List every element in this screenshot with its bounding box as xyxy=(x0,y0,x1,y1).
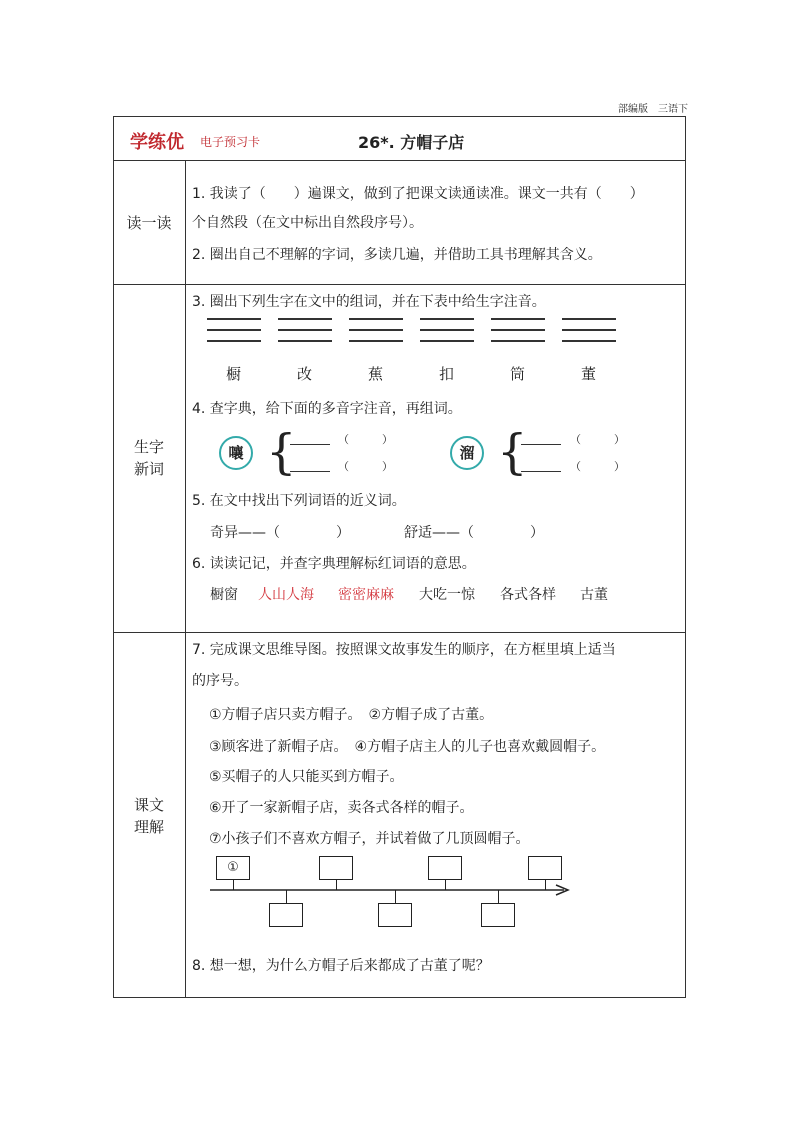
synonym-item-1: 奇异——（ ） xyxy=(210,525,350,541)
word-mimimama: 密密麻麻 xyxy=(338,587,394,603)
pinyin-lines xyxy=(491,318,545,352)
polyphone-rang: 嚷 xyxy=(219,436,253,470)
sequence-box[interactable] xyxy=(428,856,462,880)
row-divider xyxy=(113,284,686,285)
word-chuchuang: 橱窗 xyxy=(210,587,238,603)
sequence-box[interactable] xyxy=(378,903,412,927)
synonym-item-2: 舒适——（ ） xyxy=(404,525,544,541)
event-item: ⑥开了一家新帽子店，卖各式各样的帽子。 xyxy=(209,800,474,816)
char-jiao: 蕉 xyxy=(368,365,384,383)
pinyin-paren: （ ） xyxy=(338,433,393,446)
pinyin-paren: （ ） xyxy=(338,460,393,473)
question-1-line-1: 1. 我读了（ ）遍课文，做到了把课文读通读准。课文一共有（ ） xyxy=(192,186,644,202)
char-tong: 筒 xyxy=(510,365,526,383)
event-item: ③顾客进了新帽子店。 ④方帽子店主人的儿子也喜欢戴圆帽子。 xyxy=(209,739,606,755)
question-5: 5. 在文中找出下列词语的近义词。 xyxy=(192,493,406,509)
timeline-arrow xyxy=(200,880,580,900)
char-gai: 改 xyxy=(297,365,313,383)
word-geshigeyang: 各式各样 xyxy=(500,587,556,603)
question-7-line-1: 7. 完成课文思维导图。按照课文故事发生的顺序，在方框里填上适当 xyxy=(192,642,616,658)
answer-blank[interactable] xyxy=(521,471,561,472)
char-kou: 扣 xyxy=(439,365,455,383)
question-6: 6. 读读记记，并查字典理解标红词语的意思。 xyxy=(192,556,476,572)
sequence-box[interactable] xyxy=(528,856,562,880)
pinyin-lines xyxy=(562,318,616,352)
row-divider xyxy=(113,160,686,161)
row-divider xyxy=(113,632,686,633)
question-1-line-2: 个自然段（在文中标出自然段序号）。 xyxy=(192,215,423,231)
word-renshanrenhai: 人山人海 xyxy=(258,587,314,603)
column-divider xyxy=(185,160,186,998)
question-4: 4. 查字典，给下面的多音字注音，再组词。 xyxy=(192,401,462,417)
pinyin-paren: （ ） xyxy=(570,460,625,473)
edition-label: 部编版 三语下 xyxy=(618,104,688,115)
question-8: 8. 想一想，为什么方帽子后来都成了古董了呢？ xyxy=(192,958,490,974)
brace: { xyxy=(497,424,528,480)
event-item: ⑦小孩子们不喜欢方帽子，并试着做了几顶圆帽子。 xyxy=(209,831,530,847)
section-understand: 课文 理解 xyxy=(133,796,164,836)
pinyin-lines xyxy=(349,318,403,352)
sequence-box[interactable] xyxy=(319,856,353,880)
timeline-stem xyxy=(498,890,499,904)
section-words: 生字 新词 xyxy=(133,438,164,478)
section-read: 读一读 xyxy=(126,214,172,232)
page-title: 26*. 方帽子店 xyxy=(358,133,465,152)
pinyin-lines xyxy=(420,318,474,352)
sequence-box[interactable] xyxy=(481,903,515,927)
event-item: ⑤买帽子的人只能买到方帽子。 xyxy=(209,769,404,785)
timeline-stem xyxy=(286,890,287,904)
word-gudong: 古董 xyxy=(580,587,608,603)
pinyin-lines xyxy=(278,318,332,352)
event-item: ①方帽子店只卖方帽子。 ②方帽子成了古董。 xyxy=(209,707,494,723)
sequence-box-1[interactable]: ① xyxy=(216,856,250,880)
answer-blank[interactable] xyxy=(290,444,330,445)
brace: { xyxy=(266,424,297,480)
timeline-stem xyxy=(395,890,396,904)
question-2: 2. 圈出自己不理解的字词，多读几遍，并借助工具书理解其含义。 xyxy=(192,247,602,263)
pinyin-lines xyxy=(207,318,261,352)
char-dong: 董 xyxy=(581,365,597,383)
brand-subtitle: 电子预习卡 xyxy=(200,135,261,149)
word-dachiyijing: 大吃一惊 xyxy=(419,587,475,603)
brand-logo: 学练优 xyxy=(130,132,184,153)
answer-blank[interactable] xyxy=(521,444,561,445)
question-3: 3. 圈出下列生字在文中的组词，并在下表中给生字注音。 xyxy=(192,294,546,310)
pinyin-paren: （ ） xyxy=(570,433,625,446)
question-7-line-2: 的序号。 xyxy=(192,673,248,689)
sequence-box[interactable] xyxy=(269,903,303,927)
char-chu: 橱 xyxy=(226,365,242,383)
polyphone-liu: 溜 xyxy=(450,436,484,470)
answer-blank[interactable] xyxy=(290,471,330,472)
